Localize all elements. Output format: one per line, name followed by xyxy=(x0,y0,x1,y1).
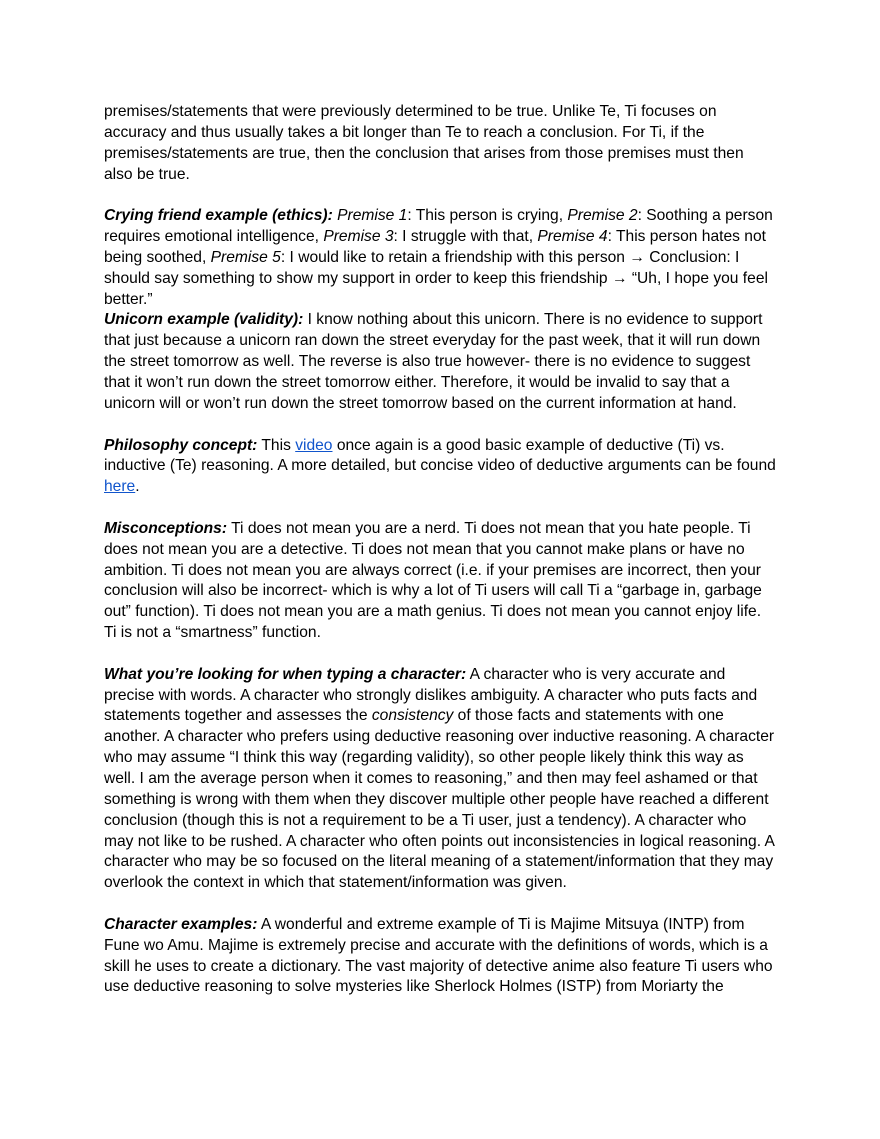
misconceptions-paragraph xyxy=(104,519,776,644)
consistency-emphasis: consistency xyxy=(371,707,454,725)
premise-4-text: : This person hates not being soothed, xyxy=(104,228,766,266)
typing-text-before: A character who is very accurate and precise with words. A character who strongly dislikes ambiguity. A character who puts facts and statements together and assesses the xyxy=(104,665,758,725)
here-link[interactable]: here xyxy=(104,478,136,496)
video-link[interactable]: video xyxy=(295,436,333,454)
unicorn-text: I know nothing about this unicorn. There is no evidence to support that just because a unicorn ran down the street everyday for the past week, that it will run down the street tomorrow as well. The reverse is also true however- there is no evidence to suggest that it won’t run down the street tomorrow either. Therefore, it would be invalid to say that a unicorn will or won’t run down the street tomorrow based on the current information at hand. xyxy=(104,311,763,412)
crying-friend-heading: Crying friend example (ethics): xyxy=(104,207,333,225)
document-body xyxy=(104,102,776,998)
paragraph-gap xyxy=(104,185,776,206)
philosophy-paragraph xyxy=(104,436,776,499)
unicorn-heading: Unicorn example (validity): xyxy=(104,311,304,329)
premise-4-label: Premise 4 xyxy=(537,228,608,246)
premise-3-text: : I struggle with that, xyxy=(393,228,538,246)
premise-5-text: : I would like to retain a friendship with this person → Conclusion: I should say something to show my support in order to keep this friendship → “Uh, I hope you feel better.” xyxy=(104,248,768,308)
paragraph-gap xyxy=(104,415,776,436)
typing-heading: What you’re looking for when typing a character: xyxy=(104,665,467,683)
misconceptions-text: Ti does not mean you are a nerd. Ti does not mean that you hate people. Ti does not mean you are a detective. Ti does not mean that you cannot make plans or have no ambition. Ti does not mean you are always correct (i.e. if your premises are incorrect, then your conclusion will also be incorrect- which is why a lot of Ti users will call Ti a “garbage in, garbage out” function). Ti does not mean you are a math genius. Ti does not mean you cannot enjoy life. Ti is not a “smartness” function. xyxy=(104,519,762,642)
characters-paragraph xyxy=(104,915,776,998)
misconceptions-heading: Misconceptions: xyxy=(104,519,228,537)
philosophy-text-before: This xyxy=(257,436,296,454)
philosophy-text-after: . xyxy=(135,478,140,496)
typing-text-after: of those facts and statements with one another. A character who prefers using deductive reasoning over inductive reasoning. A character who may assume “I think this way (regarding validity), so other people likely think this way as well. I am the average person when it comes to reasoning,” and then may feel ashamed or that something is wrong with them when they discover multiple other people have reached a different conclusion (though this is not a requirement to be a Ti user, just a tendency). A character who may not like to be rushed. A character who often points out inconsistencies in logical reasoning. A character who may be so focused on the literal meaning of a statement/information that they may overlook the context in which that statement/information was given. xyxy=(104,707,775,892)
paragraph-gap xyxy=(104,894,776,915)
premise-2-text: : Soothing a person requires emotional intelligence, xyxy=(104,207,773,246)
philosophy-heading: Philosophy concept: xyxy=(104,436,258,454)
philosophy-text-middle: once again is a good basic example of deductive (Ti) vs. inductive (Te) reasoning. A more detailed, but concise video of deductive arguments can be found xyxy=(104,436,776,475)
unicorn-paragraph xyxy=(104,310,776,414)
intro-paragraph xyxy=(104,102,776,185)
premise-2-label: Premise 2 xyxy=(567,207,638,225)
paragraph-gap xyxy=(104,644,776,665)
premise-3-label: Premise 3 xyxy=(323,228,394,246)
premise-1-text: : This person is crying, xyxy=(407,207,568,225)
characters-text: A wonderful and extreme example of Ti is Majime Mitsuya (INTP) from Fune wo Amu. Majime is extremely precise and accurate with the definitions of words, which is a skill he uses to create a dictionary. The vast majority of detective anime also feature Ti users who use deductive reasoning to solve mysteries like Sherlock Holmes (ISTP) from Moriarty the xyxy=(104,915,773,996)
characters-heading: Character examples: xyxy=(104,915,258,933)
crying-friend-paragraph xyxy=(104,206,776,310)
premise-5-label: Premise 5 xyxy=(210,248,281,266)
typing-paragraph xyxy=(104,665,776,894)
intro-text: premises/statements that were previously determined to be true. Unlike Te, Ti focuses on accuracy and thus usually takes a bit longer than Te to reach a conclusion. For Ti, if the premises/statements are true, then the conclusion that arises from those premises must then also be true. xyxy=(104,103,744,183)
paragraph-gap xyxy=(104,498,776,519)
premise-1-label: Premise 1 xyxy=(337,207,408,225)
